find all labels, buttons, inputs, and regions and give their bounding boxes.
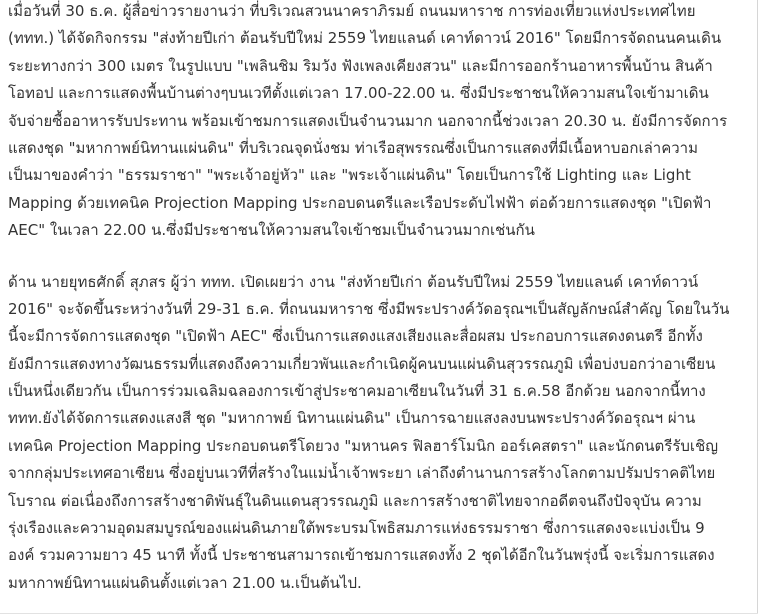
article-paragraph-2 <box>8 269 750 598</box>
text-line: แสดงชุด "มหากาพย์นิทานแผ่นดิน" ที่บริเวณจุดนั่งชม ท่าเรือสุพรรณซึ่งเป็นการแสดงที่มีเนื้อหาบอกเล่าความ <box>8 138 698 157</box>
text-line: โบราณ ต่อเนื่องถึงการสร้างชาติพันธุ์ในดินแดนสุวรรณภูมิ และการสร้างชาติไทยจากอดีตจนถึงปัจจุบัน ความ <box>8 491 702 510</box>
text-line: เป็นมาของคำว่า "ธรรมราชา" "พระเจ้าอยู่หัว" และ "พระเจ้าแผ่นดิน" โดยเป็นการใช้ Lighting และ Light <box>8 166 691 185</box>
text-line: โอทอป และการแสดงพื้นบ้านต่างๆบนเวทีตั้งแต่เวลา 17.00-22.00 น. ซึ่งมีประชาชนให้ความสนใจเข้ามาเดิน <box>8 84 709 103</box>
text-line: ททท.ยังได้จัดการแสดงแสงสี ชุด "มหากาพย์ นิทานแผ่นดิน" เป็นการฉายแสงลงบนพระปรางค์วัดอรุณฯ ผ่าน <box>8 409 696 428</box>
text-line: ยังมีการแสดงทางวัฒนธรรมที่แสดงถึงความเกี่ยวพันและกำเนิดผู้คนบนแผ่นดินสุวรรณภูมิ เพื่อบ่งบอกว่าอาเซียน <box>8 354 716 373</box>
text-line: AEC" ในเวลา 22.00 น.ซึ่งมีประชาชนให้ความสนใจเข้าชมเป็นจำนวนมากเช่นกัน <box>8 221 535 240</box>
text-line: รุ่งเรืองและความอุดมสมบูรณ์ของแผ่นดินภายใต้พระบรมโพธิสมภารแห่งธรรมราชา ซึ่งการแสดงจะแบ่งเป็น 9 <box>8 519 705 538</box>
text-line: Mapping ด้วยเทคนิค Projection Mapping ประกอบดนตรีและเรือประดับไฟฟ้า ต่อด้วยการแสดงชุด "เปิดฟ้า <box>8 193 712 212</box>
text-line: ระยะทางกว่า 300 เมตร ในรูปแบบ "เพลินชิม ริมวัง ฟังเพลงเคียงสวน" และมีการออกร้านอาหารพื้นบ้าน สินค้า <box>8 56 713 75</box>
news-article-body <box>8 0 750 597</box>
article-paragraph-1 <box>8 0 750 245</box>
paragraph-spacer <box>8 245 750 269</box>
text-line: เทคนิค Projection Mapping ประกอบดนตรีโดยวง "มหานคร ฟิลฮาร์โมนิก ออร์เคสตรา" และนักดนตรีรับเชิญ <box>8 436 719 455</box>
text-line: 2016" จะจัดขึ้นระหว่างวันที่ 29-31 ธ.ค. ที่ถนนมหาราช ซึ่งมีพระปรางค์วัดอรุณฯเป็นสัญลักษณ์สำคัญ โดยในวัน <box>8 299 730 318</box>
text-line: เป็นหนึ่งเดียวกัน เป็นการร่วมเฉลิมฉลองการเข้าสู่ประชาคมอาเซียนในวันที่ 31 ธ.ค.58 อีกด้วย นอกจากนี้ทาง <box>8 382 706 401</box>
text-line: ด้าน นายยุทธศักดิ์ สุภสร ผู้ว่า ททท. เปิดเผยว่า งาน "ส่งท้ายปีเก่า ต้อนรับปีใหม่ 2559 ไทยแลนด์ เคาท์ดาวน์ <box>8 272 699 291</box>
text-line: จากกลุ่มประเทศอาเซียน ซึ่งอยู่บนเวทีที่สร้างในแม่น้ำเจ้าพระยา เล่าถึงตำนานการสร้างโลกตามปรัมปราคติไทย <box>8 464 716 483</box>
text-line: นี้จะมีการจัดการแสดงชุด "เปิดฟ้า AEC" ซึ่งเป็นการแสดงแสงเสียงและสื่อผสม ประกอบการแสดงดนตรี อีกทั้ง <box>8 327 703 346</box>
text-line: (ททท.) ได้จัดกิจกรรม "ส่งท้ายปีเก่า ต้อนรับปีใหม่ 2559 ไทยแลนด์ เคาท์ดาวน์ 2016" โดยมีการจัดถนนคนเดิน <box>8 29 722 48</box>
text-line: องค์ รวมความยาว 45 นาที ทั้งนี้ ประชาชนสามารถเข้าชมการแสดงทั้ง 2 ชุดได้อีกในวันพรุ่งนี้ จะเริ่มการแสดง <box>8 546 715 565</box>
text-line: เมื่อวันที่ 30 ธ.ค. ผู้สื่อข่าวรายงานว่า ที่บริเวณสวนนาคราภิรมย์ ถนนมหาราช การท่องเที่ยวแห่งประเทศไทย <box>8 2 696 20</box>
text-line: มหากาพย์นิทานแผ่นดินตั้งแต่เวลา 21.00 น.เป็นต้นไป. <box>8 573 362 592</box>
text-line: จับจ่ายซื้ออาหารรับประทาน พร้อมเข้าชมการแสดงเป็นจำนวนมาก นอกจากนี้ช่วงเวลา 20.30 น. ยังมีการจัดการ <box>8 111 728 130</box>
